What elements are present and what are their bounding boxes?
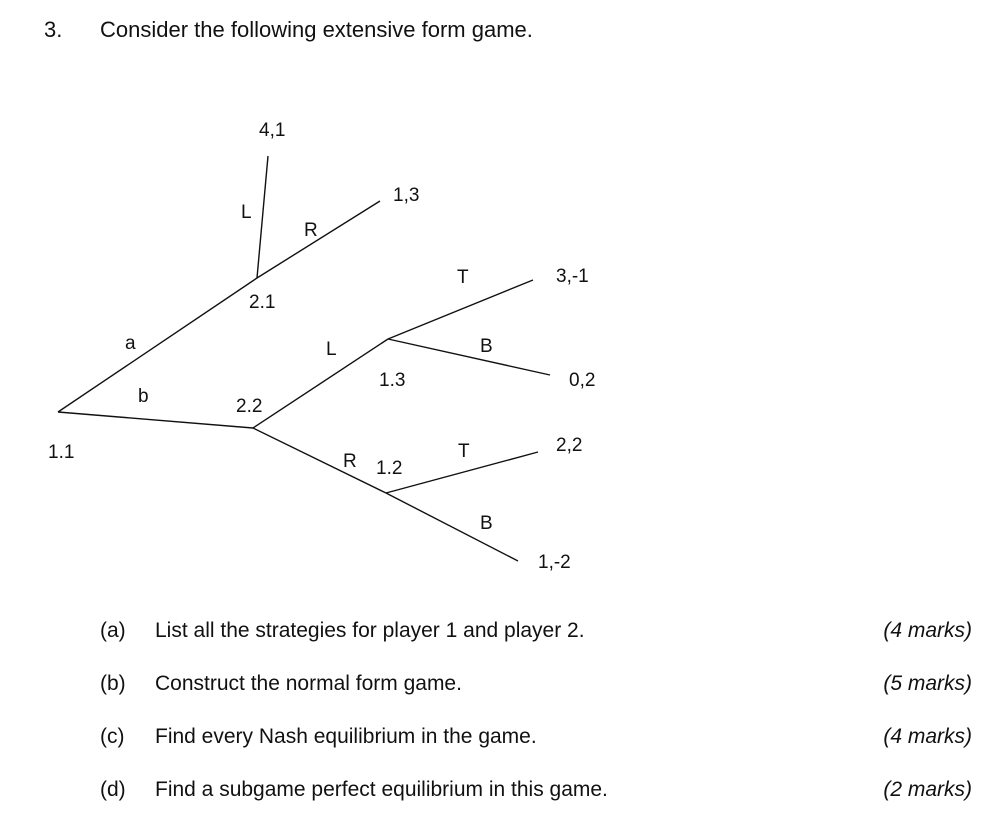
part-text: Find a subgame perfect equilibrium in this game. [155, 778, 608, 801]
part-text: Construct the normal form game. [155, 672, 462, 695]
action-label-L-22: L [326, 339, 337, 360]
edge-21-R [257, 201, 380, 278]
part-a-marks: (4 marks) [883, 619, 972, 642]
edge-22-R [253, 428, 386, 493]
payoff-3-neg1: 3,-1 [556, 266, 589, 287]
question-number: 3. [44, 17, 63, 42]
edge-13-B [388, 339, 550, 375]
part-label: (d) [100, 778, 126, 801]
part-d-marks: (2 marks) [883, 778, 972, 801]
edge-13-T [388, 280, 533, 339]
part-c-marks: (4 marks) [883, 725, 972, 748]
action-label-a: a [125, 333, 136, 354]
payoff-0-2: 0,2 [569, 370, 596, 391]
payoff-4-1: 4,1 [259, 120, 286, 141]
node-label-1-2: 1.2 [376, 458, 403, 479]
part-label: (a) [100, 619, 126, 642]
part-text: List all the strategies for player 1 and player 2. [155, 619, 585, 642]
payoff-2-2: 2,2 [556, 435, 583, 456]
action-label-T-12: T [458, 441, 470, 462]
action-label-R-21: R [304, 220, 318, 241]
payoff-1-3: 1,3 [393, 185, 420, 206]
action-label-B-13: B [480, 336, 493, 357]
part-text: Find every Nash equilibrium in the game. [155, 725, 537, 748]
part-b-marks: (5 marks) [883, 672, 972, 695]
part-label: (c) [100, 725, 125, 748]
action-label-R-22: R [343, 451, 357, 472]
edge-a [58, 278, 257, 412]
action-label-T-13: T [457, 267, 469, 288]
action-label-b: b [138, 386, 149, 407]
node-label-1-3: 1.3 [379, 370, 406, 391]
edge-22-L [253, 339, 388, 428]
payoff-1-neg2: 1,-2 [538, 552, 571, 573]
edge-b [58, 412, 253, 428]
edge-12-B [386, 493, 518, 561]
node-label-1-1: 1.1 [48, 442, 75, 463]
node-label-2-2: 2.2 [236, 396, 263, 417]
node-label-2-1: 2.1 [249, 292, 276, 313]
action-label-L-21: L [241, 202, 252, 223]
question-text: Consider the following extensive form game. [100, 17, 533, 42]
action-label-B-12: B [480, 513, 493, 534]
part-label: (b) [100, 672, 126, 695]
edge-21-L [257, 156, 268, 278]
